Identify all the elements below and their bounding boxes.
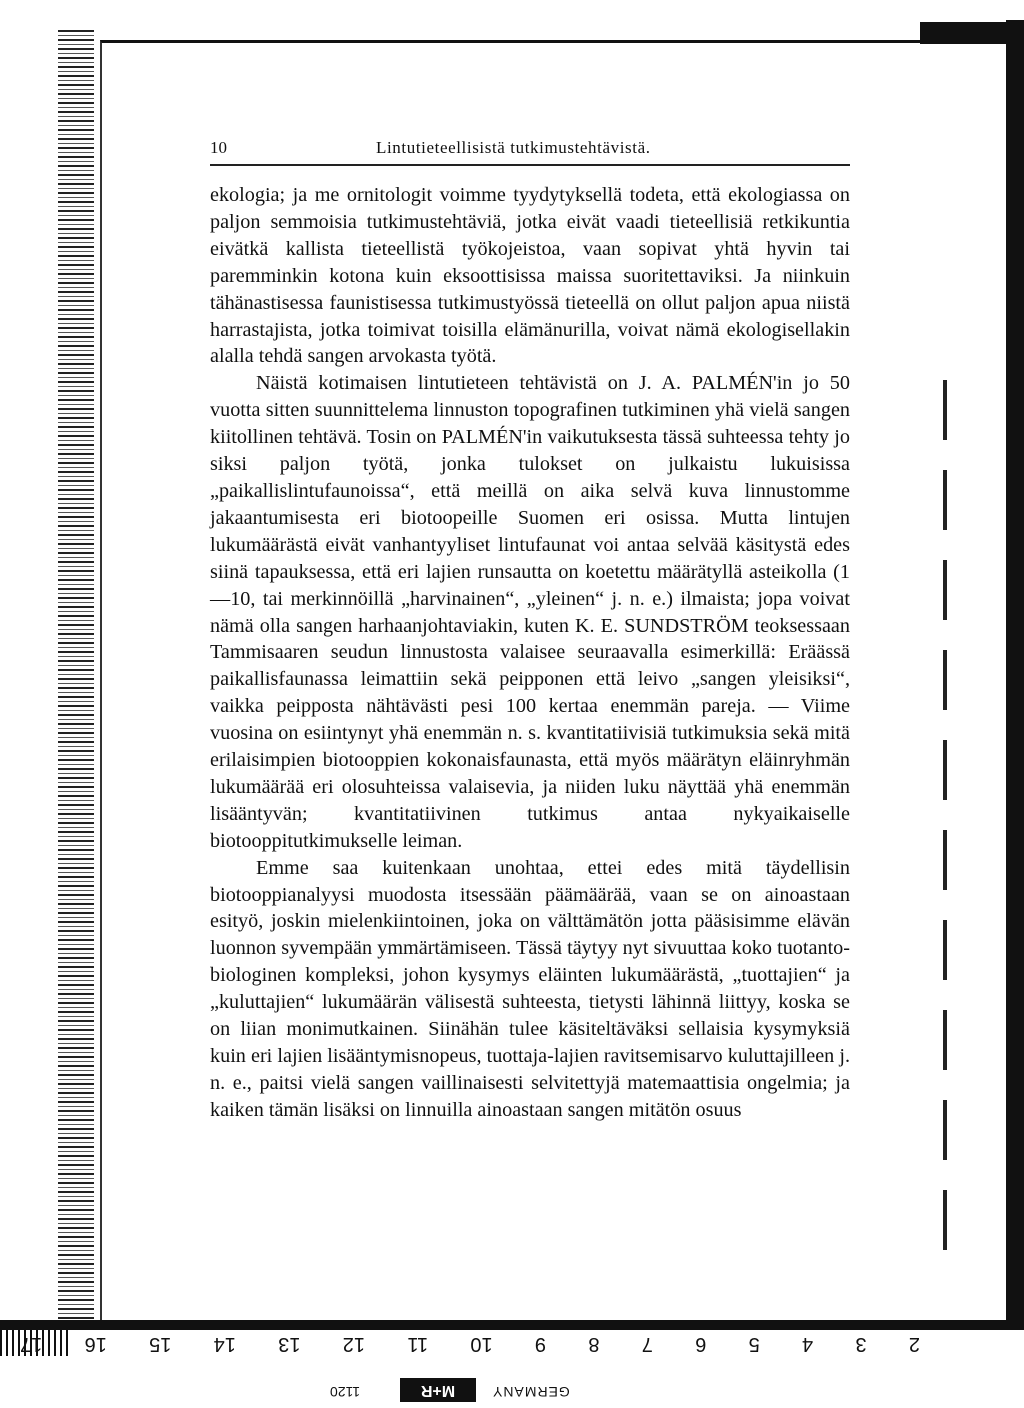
ruler-digit: 9 [534, 1333, 547, 1355]
binding-edge [58, 30, 94, 1320]
ruler-digit: 3 [855, 1333, 867, 1355]
running-title: Lintutieteellisistä tutkimustehtävistä. [376, 138, 651, 157]
paragraph-2: Näistä kotimaisen lintutieteen tehtävistä on J. A. PALMÉN'in jo 50 vuotta sitten suunnittelema linnuston topografinen tutkiminen yhä vielä sangen kiitollinen tehtävä. Tosin on PALMÉN'in vaikutuksesta tässä suhteessa tehty jo siksi paljon työtä, jonka tulokset on julkaistu lukuisissa „paikallislintufaunoissa“, että meillä on aika selvä kuva linnustomme jakaantumisesta eri biotoopeille Suomen eri osissa. Mutta lintujen lukumäärästä eivät vanhantyyliset lintufaunat voi antaa selvää käsitystä edes siinä tapauksessa, että eri lajien runsautta on koetettu määrätyllä asteikolla (1—10, tai merkinnöillä „harvinainen“, „yleinen“ j. n. e.) ilmaista; jopa voivat nämä olla sangen harhaanjohtaviakin, kuten K. E. SUNDSTRÖM teoksessaan Tammisaaren seudun linnustosta valaisee seuraavalla esimerkillä: Eräässä paikallisfaunassa leimattiin sekä peipponen että leivo „sangen yleisiksi“, vaikka peipposta nähtävästi pesi 100 kertaa enemmän pareja. — Viime vuosina on esiintynyt yhä enemmän n. s. kvantitatiivisiä tutkimuksia sekä mitä erilaisimpien biotooppien kokonaisfaunasta, että myös määrätyn eläinryhmän lukumäärää eri olosuhteissa valaisevia, ja niiden luku näyttää yhä enemmän lisääntyvän; kvantitatiivinen tutkimus antaa nykyaikaiselle biotooppitutkimukselle leiman. [210, 372, 850, 852]
stamp-country: GERMANY [492, 1384, 570, 1400]
ruler-digit: 5 [748, 1333, 760, 1355]
stamp-code: 1120 [330, 1384, 361, 1400]
scan-border-bottom [0, 1320, 1024, 1330]
paragraph-3: Emme saa kuitenkaan unohtaa, ettei edes mitä täydellisin biotooppianalyysi muodosta itsessään päämäärää, vaan se on ainoastaan esityö, joskin mielenkiintoinen, joka on välttämätön jotta pääsisimme elävän luonnon syvempään ymmärtämiseen. Tässä täytyy nyt sivuuttaa koko tuotanto-biologinen kompleksi, johon kysymys eläinten lukumäärästä, „tuottajien“ ja „kuluttajien“ lukumäärän välisestä suhteesta, tietysti lähinnä liittyy, koska se on liian monimutkainen. Siinähän tulee käsiteltäväksi sellaisia kysymyksiä kuin eri lajien lisääntymisnopeus, tuottaja-lajien ravitsemisarvo kuluttajilleen j. n. e., paitsi vielä sangen vaillinaisesti selvitettyjä matemaattisia ongelmia; ja kaiken tämän lisäksi on linnuilla ainoastaan sangen mitätön osuus [210, 856, 850, 1121]
manufacturer-stamp [320, 1378, 600, 1404]
ruler-digit: 11 [407, 1333, 429, 1355]
stamp-logo: M+R [400, 1378, 476, 1402]
paragraph-1: ekologia; ja me ornitologit voimme tyydytyksellä todeta, että ekologiassa on paljon semmoisia tutkimustehtäviä, jotka eivät vaadi tieteellisiä retkikuntia eivätkä kallista tieteellistä työkojeistoa, vaan sopivat yhtä hyvin tai paremminkin kotona kuin eksoottisissa maissa suoritettaviksi. Ja niinkuin tähänastisessa faunistisessa tutkimustyössä tieteellä on ollut paljon apua niistä harrastajista, jotka toimivat toisilla elämänurilla, voivat nämä ekologisellakin alalla tehdä sangen arvokasta työtä. [210, 184, 850, 368]
ruler-digit: 8 [588, 1333, 600, 1355]
ruler-digit: 13 [278, 1333, 301, 1355]
ruler-digit: 10 [470, 1333, 493, 1355]
ruler-digit: 6 [695, 1333, 707, 1355]
ruler-digit: 12 [342, 1333, 366, 1355]
ruler-digit: 15 [149, 1333, 172, 1355]
ruler-digit: 2 [908, 1333, 920, 1355]
margin-marks [943, 380, 947, 1280]
ruler-scale [0, 1330, 1000, 1360]
ruler-digits [20, 1332, 920, 1355]
ruler-digit: 16 [84, 1333, 107, 1355]
ruler-digit: 4 [802, 1333, 814, 1355]
body-text [210, 182, 850, 1124]
ruler-digit: 7 [641, 1333, 653, 1355]
page-header [210, 134, 850, 166]
ruler-digit: 14 [213, 1333, 236, 1355]
scan-border-right [1006, 20, 1024, 1320]
page-number: 10 [210, 138, 227, 157]
ruler-digit: 17 [20, 1333, 43, 1355]
